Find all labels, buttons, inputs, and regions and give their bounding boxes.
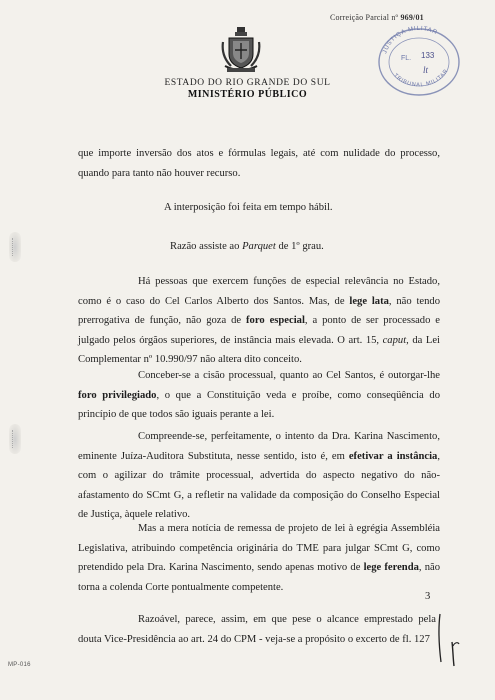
efetivar-instancia-bold: efetivar a instância (348, 450, 438, 462)
paragraph-2: A interposição foi feita em tempo hábil. (164, 202, 333, 213)
lege-lata-bold: lege lata (349, 295, 389, 307)
stamp-initial: lt (423, 65, 429, 75)
foro-especial-bold: foro especial (246, 315, 305, 326)
parquet-italic: Parquet (242, 241, 276, 252)
page-number: 3 (425, 591, 431, 602)
paragraph-7: Mas a mera notícia de remessa de projeto de lei à egrégia Assembléia Legislativa, atribuindo competência originária do TME para julgar SCmt G, como pretendido pela Dra. Karina Nascimento, sendo apenas motivo de lege ferenda, não torna a colenda Corte pontualmente competente. (78, 523, 440, 593)
paragraph-3: Razão assiste ao Parquet de 1º grau. (170, 241, 324, 252)
court-stamp-icon (371, 22, 467, 98)
correction-number: 969/01 (400, 13, 424, 22)
paragraph-1: que importe inversão dos atos e fórmulas legais, até com nulidade do processo, quando para tanto não houver recurso. (78, 148, 440, 179)
foro-privilegiado-bold: foro privilegiado (78, 389, 157, 401)
handwritten-bracket-icon (436, 584, 464, 670)
paragraph-4: Há pessoas que exercem funções de especial relevância no Estado, como é o caso do Cel Carlos Alberto dos Santos. Mas, de lege lata, não tendo prerrogativa de função, não goza de foro especial, a ponto de ser processado e julgado pelos órgãos superiores, de instância mais elevada. O art. 15, caput, da Lei Complementar nº 10.990/97 não altera dito conceito. (78, 276, 441, 365)
punch-hole-top (9, 232, 21, 262)
svg-text:TRIBUNAL MILITAR (392, 68, 449, 88)
header-state: ESTADO DO RIO GRANDE DO SUL (164, 78, 331, 88)
coat-of-arms-icon (221, 26, 261, 74)
paragraph-5: Conceber-se a cisão processual, quanto ao Cel Santos, é outorgar-lhe foro privilegiado, o que a Constituição veda e proíbe, como conseqüência do princípio de que todos são iguais perante a lei. (78, 370, 440, 420)
correction-reference (330, 13, 424, 22)
stamp-fl-number: 133 (421, 51, 435, 60)
form-code: MP-016 (8, 662, 31, 668)
header-ministry: MINISTÉRIO PÚBLICO (187, 89, 308, 100)
lege-ferenda-bold: lege ferenda (363, 562, 419, 573)
punch-hole-bottom (9, 424, 21, 454)
caput-italic: caput (382, 334, 407, 346)
stamp-fl-label: FL. (401, 55, 412, 62)
paragraph-8: Razoável, parece, assim, em que pese o alcance emprestado pela douta Vice-Presidência ao art. 24 do CPM - veja-se a propósito o excerto de fl. 127 (78, 614, 436, 645)
correction-label: Correição Parcial nº (330, 13, 399, 22)
stamp-arc-bottom: TRIBUNAL MILITAR (392, 68, 450, 89)
paragraph-6: Compreende-se, perfeitamente, o intento da Dra. Karina Nascimento, eminente Juíza-Auditora Substituta, nesse sentido, isto é, em efetivar a instância, com o agilizar do trâmite processual, advertida do aspecto negativo do não-afastamento do SCmt G, a refletir na validade da composição do Conselho Especial de Justiça, àquele relativo. (78, 431, 440, 520)
stamp-arc-top: JUSTIÇA MILITAR (382, 25, 439, 55)
